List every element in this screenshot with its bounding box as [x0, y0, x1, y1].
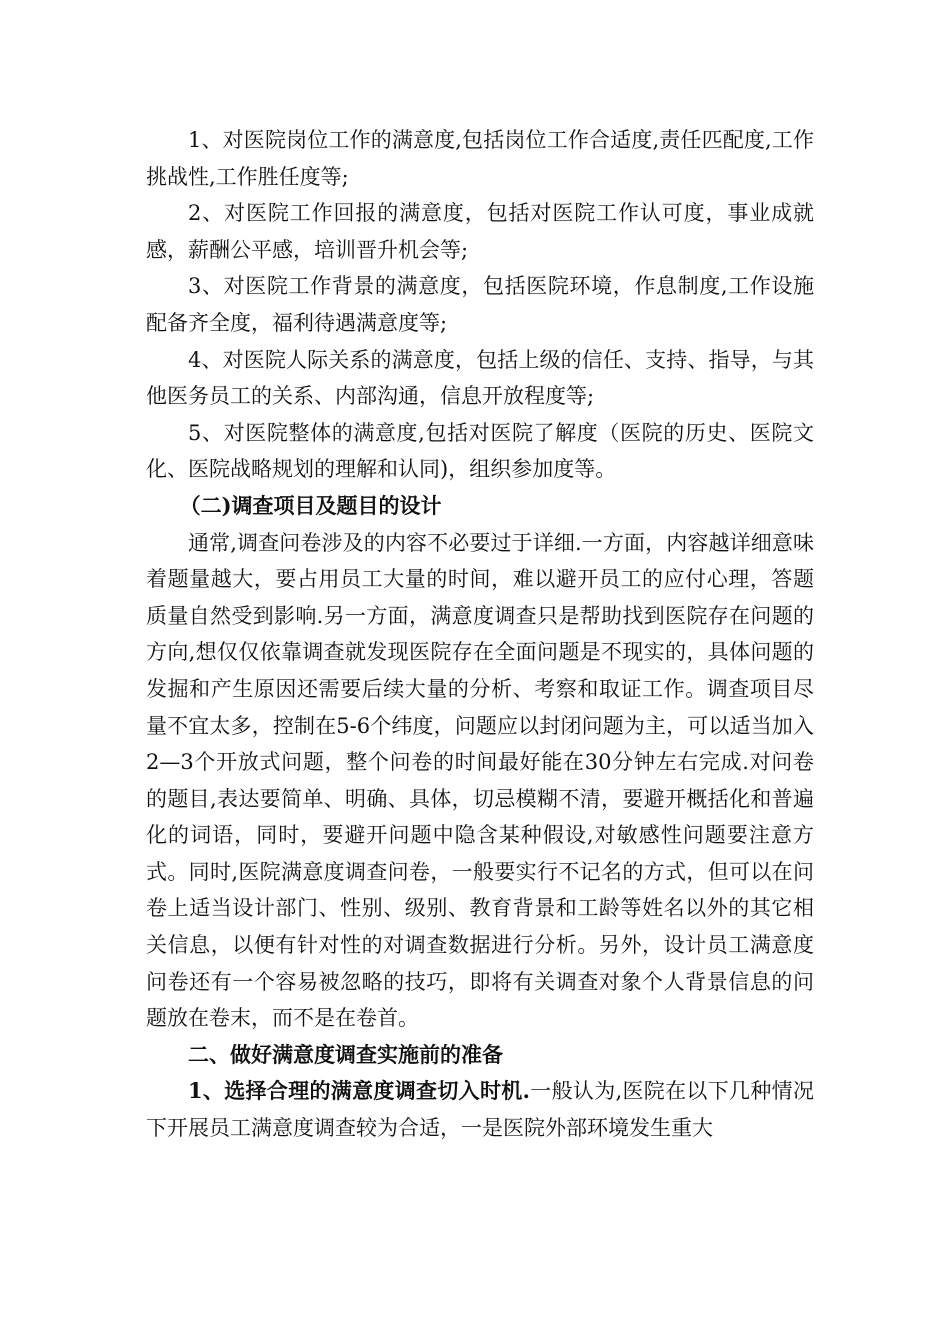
list-item: 4、对医院人际关系的满意度，包括上级的信任、支持、指导，与其他医务员工的关系、内部沟通，信息开放程度等; [146, 347, 814, 409]
body-paragraph: 通常,调查问卷涉及的内容不必要过于详细.一方面，内容越详细意味着题量越大，要占用员工大量的时间，难以避开员工的应付心理，答题质量自然受到影响.另一方面，满意度调查只是帮助找到医院存在问题的方向,想仅仅依靠调查就发现医院存在全面问题是不现实的，具体问题的发掘和产生原因还需要后续大量的分析、考察和取证工作。调查项目尽量不宜太多，控制在5-6个纬度，问题应以封闭问题为主，可以适当加入2—3个开放式问题，整个问卷的时间最好能在30分钟左右完成.对问卷的题目,表达要简单、明确、具体，切忌模糊不清，要避开概括化和普遍化的词语，同时，要避开问题中隐含某种假设,对敏感性问题要注意方式。同时,医院满意度调查问卷，一般要实行不记名的方式，但可以在问卷上适当设计部门、性别、级别、教育背景和工龄等姓名以外的其它相关信息，以便有针对性的对调查数据进行分析。另外，设计员工满意度问卷还有一个容易被忽略的技巧，即将有关调查对象个人背景信息的问题放在卷末，而不是在卷首。 [146, 530, 814, 1031]
list-item: 1、对医院岗位工作的满意度,包括岗位工作合适度,责任匹配度,工作挑战性,工作胜任度等; [146, 128, 814, 189]
body-paragraph [146, 1073, 814, 1146]
paragraph-text: 一般认为,医院在以下几种情况下开展员工满意度调查较为合适，一是医院外部环境发生重大 [146, 1079, 814, 1141]
list-item: 3、对医院工作背景的满意度，包括医院环境，作息制度,工作设施配备齐全度，福利待遇满意度等; [146, 274, 814, 335]
section-heading: （二)调查项目及题目的设计 [179, 492, 442, 518]
list-item: 2、对医院工作回报的满意度，包括对医院工作认可度，事业成就感，薪酬公平感，培训晋升机会等; [146, 201, 814, 262]
list-item: 5、对医院整体的满意度,包括对医院了解度（医院的历史、医院文化、医院战略规划的理解和认同)，组织参加度等。 [146, 420, 814, 482]
paragraph-lead: 1、选择合理的满意度调查切入时机. [188, 1078, 530, 1104]
document-page [146, 122, 814, 1147]
section-heading: 二、做好满意度调查实施前的准备 [188, 1041, 503, 1067]
